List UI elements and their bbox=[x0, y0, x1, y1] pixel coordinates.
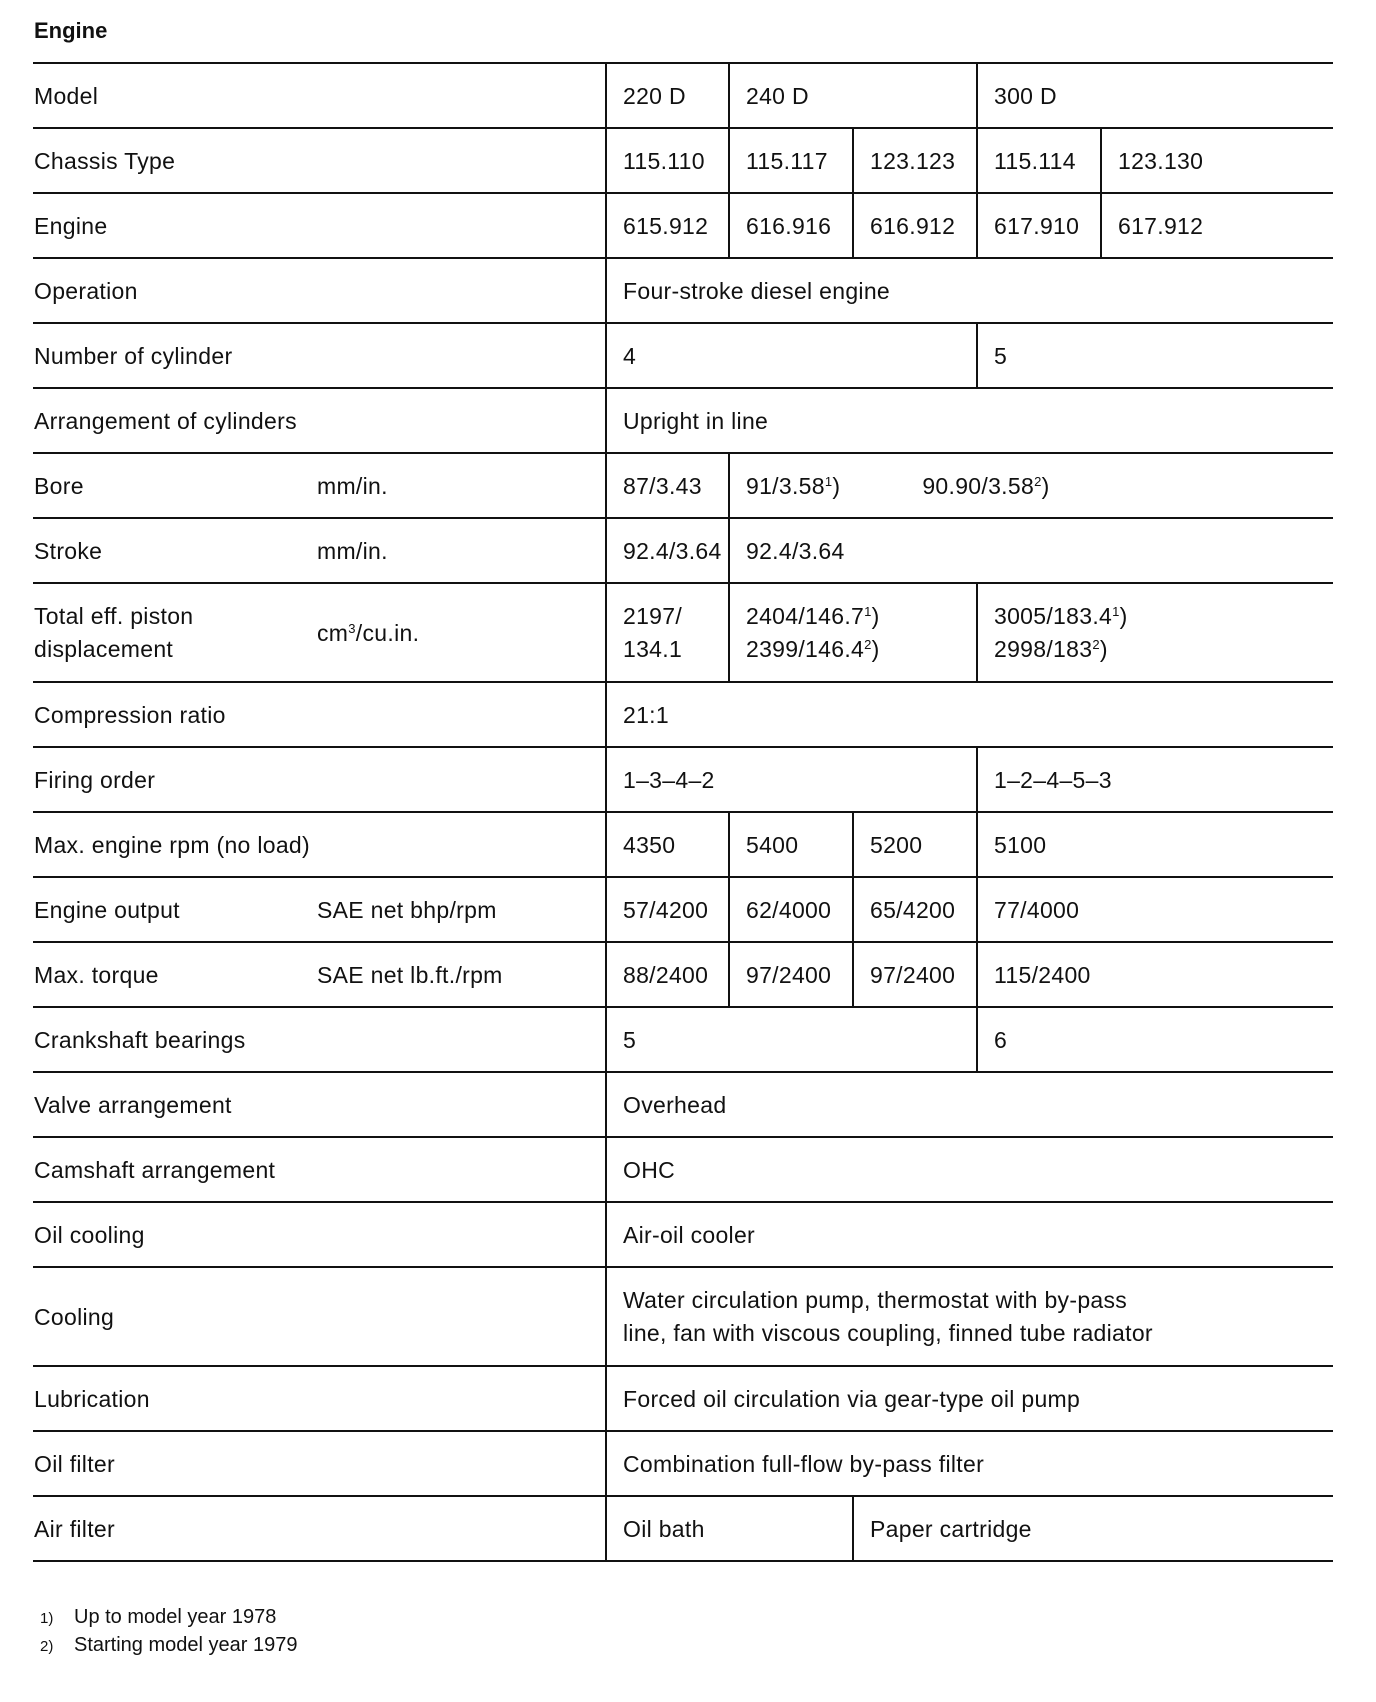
cell: 57/4200 bbox=[606, 877, 729, 942]
cell: 5100 bbox=[977, 812, 1333, 877]
footnote-mark: 1) bbox=[40, 1610, 54, 1627]
cell: Overhead bbox=[606, 1072, 1333, 1137]
row-unit: mm/in. bbox=[313, 518, 606, 583]
cell: 6 bbox=[977, 1007, 1333, 1072]
cell: 77/4000 bbox=[977, 877, 1333, 942]
section-title: Engine bbox=[34, 18, 108, 43]
cell: 1–2–4–5–3 bbox=[977, 747, 1333, 812]
row-label: Stroke bbox=[33, 518, 313, 583]
cell: Air-oil cooler bbox=[606, 1202, 1333, 1267]
cell: 92.4/3.64 bbox=[729, 518, 1333, 583]
cell: 115.114 bbox=[977, 128, 1101, 193]
row-label: Engine bbox=[33, 193, 606, 258]
label-line: Total eff. piston bbox=[34, 602, 194, 629]
footnote-text: Up to model year 1978 bbox=[74, 1606, 277, 1628]
row-max-rpm bbox=[33, 812, 1333, 877]
cell: 2404/146.7$^1$) 2399/146.4$^2$) bbox=[729, 583, 977, 682]
model-240d: 240 D bbox=[729, 63, 977, 128]
row-camshaft bbox=[33, 1137, 1333, 1202]
footnote-ref: 1 bbox=[864, 603, 872, 619]
row-label: Lubrication bbox=[33, 1366, 606, 1431]
cell: 5400 bbox=[729, 812, 853, 877]
cell: 123.123 bbox=[853, 128, 977, 193]
cell: 123.130 bbox=[1101, 128, 1333, 193]
row-crankshaft bbox=[33, 1007, 1333, 1072]
cell: Forced oil circulation via gear-type oil pump bbox=[606, 1366, 1333, 1431]
row-stroke bbox=[33, 518, 1333, 583]
row-label: Compression ratio bbox=[33, 682, 606, 747]
cell: Four-stroke diesel engine bbox=[606, 258, 1333, 323]
cell: 1–3–4–2 bbox=[606, 747, 977, 812]
paren: ) bbox=[832, 472, 841, 499]
cell: 5 bbox=[606, 1007, 977, 1072]
cell: 88/2400 bbox=[606, 942, 729, 1007]
row-label: Operation bbox=[33, 258, 606, 323]
cell: Water circulation pump, thermostat with by-pass line, fan with viscous coupling, finned tube radiator bbox=[606, 1267, 1333, 1366]
row-unit: SAE net lb.ft./rpm bbox=[313, 942, 606, 1007]
row-label: Engine output bbox=[33, 877, 313, 942]
row-chassis bbox=[33, 128, 1333, 193]
row-firing bbox=[33, 747, 1333, 812]
row-torque bbox=[33, 942, 1333, 1007]
footnote-ref: 1 bbox=[824, 473, 833, 489]
bore-300d: 90.90/3.58 bbox=[922, 472, 1035, 499]
cell: Oil bath bbox=[606, 1496, 853, 1561]
cell: 617.910 bbox=[977, 193, 1101, 258]
footnote-text: Starting model year 1979 bbox=[74, 1634, 298, 1656]
row-label: Chassis Type bbox=[33, 128, 606, 193]
cell: 65/4200 bbox=[853, 877, 977, 942]
row-oil-filter bbox=[33, 1431, 1333, 1496]
footnote-ref: 1 bbox=[1112, 603, 1120, 619]
cell: 97/2400 bbox=[729, 942, 853, 1007]
row-cooling bbox=[33, 1267, 1333, 1366]
row-unit: SAE net bhp/rpm bbox=[313, 877, 606, 942]
cell: 5 bbox=[977, 323, 1333, 388]
row-arrangement bbox=[33, 388, 1333, 453]
row-label: Valve arrangement bbox=[33, 1072, 606, 1137]
engine-spec-table bbox=[33, 62, 1333, 1562]
cell: 5200 bbox=[853, 812, 977, 877]
row-label: Arrangement of cylinders bbox=[33, 388, 606, 453]
row-cylinders bbox=[33, 323, 1333, 388]
cell: 97/2400 bbox=[853, 942, 977, 1007]
cell: 21:1 bbox=[606, 682, 1333, 747]
row-output bbox=[33, 877, 1333, 942]
cell: OHC bbox=[606, 1137, 1333, 1202]
row-label: Cooling bbox=[33, 1267, 606, 1366]
row-air-filter bbox=[33, 1496, 1333, 1561]
cell: 115.110 bbox=[606, 128, 729, 193]
cell: 62/4000 bbox=[729, 877, 853, 942]
paren: ) bbox=[1041, 472, 1050, 499]
model-220d: 220 D bbox=[606, 63, 729, 128]
row-label: Air filter bbox=[33, 1496, 606, 1561]
footnote-ref: 2 bbox=[1092, 636, 1100, 652]
row-label: Max. engine rpm (no load) bbox=[33, 812, 606, 877]
row-label: Camshaft arrangement bbox=[33, 1137, 606, 1202]
row-label: Firing order bbox=[33, 747, 606, 812]
cell: 3005/183.4$^1$) $2998/183^2$) bbox=[977, 583, 1333, 682]
cell: 115/2400 bbox=[977, 942, 1333, 1007]
row-bore bbox=[33, 453, 1333, 518]
cell: 4 bbox=[606, 323, 977, 388]
label-line: displacement bbox=[34, 635, 174, 662]
cell bbox=[729, 453, 1333, 518]
row-label: Model bbox=[33, 63, 606, 128]
row-compression bbox=[33, 682, 1333, 747]
row-displacement bbox=[33, 583, 1333, 682]
row-label: Crankshaft bearings bbox=[33, 1007, 606, 1072]
footnote-ref: 2 bbox=[1034, 473, 1042, 489]
row-label: Oil filter bbox=[33, 1431, 606, 1496]
row-label: Max. torque bbox=[33, 942, 313, 1007]
row-label: Number of cylinder bbox=[33, 323, 606, 388]
cell: 92.4/3.64 bbox=[606, 518, 729, 583]
cell: 616.916 bbox=[729, 193, 853, 258]
row-unit: mm/in. bbox=[313, 453, 606, 518]
cell: Combination full-flow by-pass filter bbox=[606, 1431, 1333, 1496]
footnote-ref: 2 bbox=[864, 636, 872, 652]
row-operation bbox=[33, 258, 1333, 323]
row-unit: $cm^3/cu.in$. bbox=[313, 583, 606, 682]
row-label bbox=[33, 583, 313, 682]
row-label: Oil cooling bbox=[33, 1202, 606, 1267]
footnote bbox=[40, 1632, 297, 1660]
cell: 615.912 bbox=[606, 193, 729, 258]
cell: 617.912 bbox=[1101, 193, 1333, 258]
cell: Upright in line bbox=[606, 388, 1333, 453]
row-engine bbox=[33, 193, 1333, 258]
row-valve bbox=[33, 1072, 1333, 1137]
bore-240d: 91/3.58 bbox=[746, 472, 825, 499]
cell: 87/3.43 bbox=[606, 453, 729, 518]
footnotes bbox=[40, 1604, 297, 1660]
cell: 2197/ 134.1 bbox=[606, 583, 729, 682]
cell: 115.117 bbox=[729, 128, 853, 193]
row-lubrication bbox=[33, 1366, 1333, 1431]
row-oil-cooling bbox=[33, 1202, 1333, 1267]
model-300d: 300 D bbox=[977, 63, 1333, 128]
superscript: 3 bbox=[348, 620, 356, 636]
cell: Paper cartridge bbox=[853, 1496, 1333, 1561]
cell: 4350 bbox=[606, 812, 729, 877]
row-model bbox=[33, 63, 1333, 128]
row-label: Bore bbox=[33, 453, 313, 518]
cell: 616.912 bbox=[853, 193, 977, 258]
footnote-mark: 2) bbox=[40, 1638, 54, 1655]
footnote bbox=[40, 1604, 297, 1632]
